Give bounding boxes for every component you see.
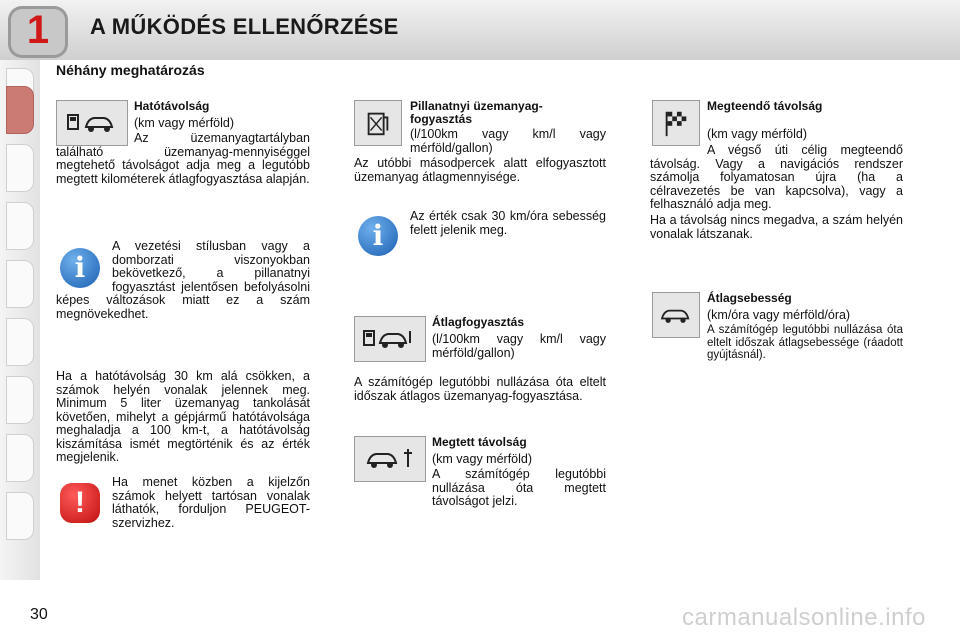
avg-speed-text: A számítógép legutóbbi nullázása óta eltelt időszak átlagsebessége (ráadott gyújtásnál). — [707, 324, 903, 361]
distance-unit: (km vagy mérföld) — [432, 452, 533, 466]
chapter-tab-blank[interactable] — [6, 260, 34, 308]
range-heading: Hatótávolság — [134, 99, 210, 113]
watermark: carmanualsonline.info — [682, 604, 926, 631]
chapter-number: 1 — [26, 8, 50, 52]
chapter-tab-strip — [0, 60, 40, 580]
low-range-text: Ha a hatótávolság 30 km alá csökken, a számok helyén vonalak jelennek meg. Minimum 5 liter üzemanyag tankolását követően, mihelyt a gépjármű hatótávolsága meghaladja a 100 km-t, a hatótávolság kiszámítása ismét megtörténik és az érték megjelenik. — [56, 369, 310, 464]
instant-text: Az utóbbi másodpercek alatt elfogyasztott üzemanyag átlagmennyisége. — [354, 156, 606, 184]
chapter-tab-blank[interactable] — [6, 434, 34, 482]
range-unit: (km vagy mérföld) — [134, 116, 235, 130]
fuel-pump-icon — [354, 100, 402, 146]
info-text-driving-style: A vezetési stílusban vagy a domborzati viszonyokban bekövetkező, a pillanatnyi fogyasztást jelentősen befolyásolni képes változások miatt ez a szám megnövekedhet. — [56, 239, 310, 321]
chapter-tab-blank[interactable] — [6, 376, 34, 424]
avg-speed-heading: Átlagsebesség — [707, 291, 792, 305]
info-text-speed: Az érték csak 30 km/óra sebesség felett jelenik meg. — [410, 209, 606, 237]
avg-consumption-heading: Átlagfogyasztás — [432, 315, 525, 329]
distance-heading: Megtett távolság — [432, 435, 527, 449]
avg-speed-unit: (km/óra vagy mérföld/óra) — [707, 308, 851, 322]
info-icon: i — [60, 248, 100, 288]
range-text: Az üzemanyagtartályban található üzemanyag-mennyiséggel megtehető távolságot adja meg a legutóbb megtett kilométerek átlagfogyasztása alapján. — [56, 131, 310, 186]
checkered-flag-icon — [652, 100, 700, 146]
avg-consumption-icon — [354, 316, 426, 362]
chapter-tab-blank[interactable] — [6, 144, 34, 192]
info-icon: i — [358, 216, 398, 256]
page-title: A MŰKÖDÉS ELLENŐRZÉSE — [90, 14, 399, 39]
avg-consumption-text: A számítógép legutóbbi nullázása óta eltelt időszak átlagos üzemanyag-fogyasztása. — [354, 375, 606, 403]
chapter-tab-blank[interactable] — [6, 318, 34, 366]
distance-text: A számítógép legutóbbi nullázása óta megtett távolságot jelzi. — [432, 467, 606, 508]
chapter-tab-blank[interactable] — [6, 492, 34, 540]
chapter-tab-active[interactable] — [6, 86, 34, 134]
distance-icon — [354, 436, 426, 482]
warning-icon: ! — [60, 483, 100, 523]
chapter-tab-blank[interactable] — [6, 202, 34, 250]
remaining-heading: Megteendő távolság — [707, 99, 823, 113]
remaining-text-2: Ha a távolság nincs megadva, a szám helyén vonalak látszanak. — [650, 213, 903, 241]
instant-unit: (l/100km vagy km/l vagy mérföld/gallon) — [410, 127, 606, 155]
remaining-text: A végső úti célig megteendő távolság. Vagy a navigációs rendszer számolja folyamatosan újra (ha a célravezetés be van kapcsolva), vagy a felhasználó adja meg. — [650, 143, 903, 211]
instant-heading: Pillanatnyi üzemanyag-fogyasztás — [410, 99, 543, 126]
section-title: Néhány meghatározás — [56, 62, 205, 78]
chapter-tab — [8, 6, 68, 58]
remaining-unit: (km vagy mérföld) — [707, 127, 808, 141]
avg-speed-icon — [652, 292, 700, 338]
warning-text: Ha menet közben a kijelzőn számok helyett tartósan vonalak láthatók, forduljon PEUGEOT-szervizhez. — [112, 475, 310, 530]
avg-consumption-unit: (l/100km vagy km/l vagy mérföld/gallon) — [432, 332, 606, 360]
page-number: 30 — [30, 606, 48, 623]
